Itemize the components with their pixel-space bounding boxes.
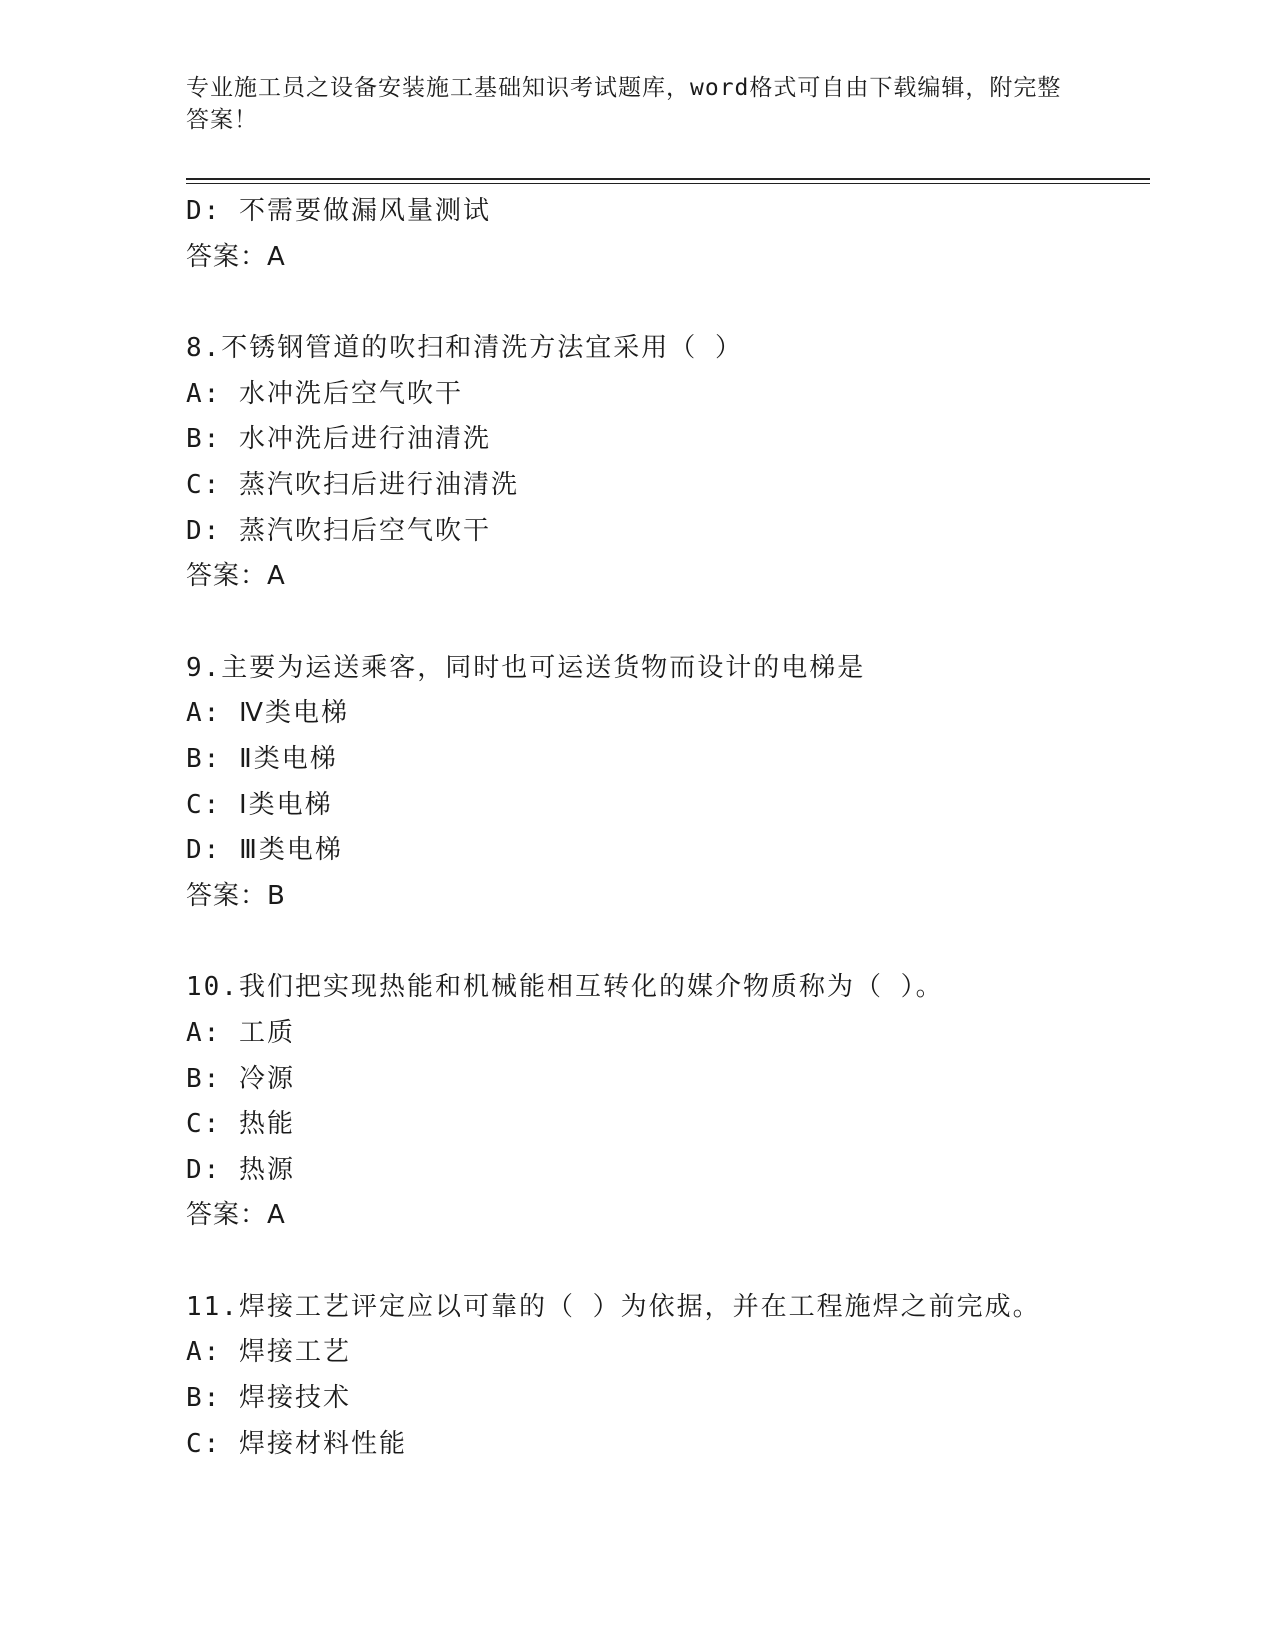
spacer (186, 600, 1150, 646)
answer: 答案：A (186, 561, 286, 592)
question-stem: 8.不锈钢管道的吹扫和清洗方法宜采用（ ） (186, 333, 743, 364)
question-stem: 11.焊接工艺评定应以可靠的（ ）为依据，并在工程施焊之前完成。 (186, 1291, 1041, 1322)
spacer (186, 1239, 1150, 1285)
option-d: D: 不需要做漏风量测试 (186, 196, 491, 226)
option-c: C: Ⅰ类电梯 (186, 789, 333, 820)
option-c: C: 焊接材料性能 (186, 1428, 407, 1459)
answer: 答案：A (186, 1200, 286, 1231)
option-b: B: 冷源 (186, 1063, 295, 1094)
option-a: A: 焊接工艺 (186, 1337, 351, 1368)
option-b: B: 水冲洗后进行油清洗 (186, 424, 491, 455)
header-divider-thick (186, 178, 1150, 180)
option-d: D: Ⅲ类电梯 (186, 835, 343, 866)
option-d: D: 热源 (186, 1154, 295, 1185)
option-d: D: 蒸汽吹扫后空气吹干 (186, 515, 491, 546)
option-b: B: Ⅱ类电梯 (186, 743, 338, 774)
answer: 答案：A (186, 241, 286, 272)
question-stem: 9.主要为运送乘客，同时也可运送货物而设计的电梯是 (186, 652, 866, 683)
spacer (186, 280, 1150, 326)
answer: 答案：B (186, 880, 286, 911)
option-c: C: 蒸汽吹扫后进行油清洗 (186, 469, 519, 500)
document-body (186, 189, 1150, 1467)
option-c: C: 热能 (186, 1109, 295, 1140)
question-stem: 10.我们把实现热能和机械能相互转化的媒介物质称为（ ）。 (186, 972, 944, 1003)
option-a: A: 工质 (186, 1017, 295, 1048)
option-b: B: 焊接技术 (186, 1383, 351, 1414)
option-a: A: Ⅳ类电梯 (186, 698, 349, 729)
option-a: A: 水冲洗后空气吹干 (186, 378, 463, 409)
document-header: 专业施工员之设备安装施工基础知识考试题库，word格式可自由下载编辑，附完整答案！ (186, 75, 1062, 133)
header-divider-thin (186, 183, 1150, 184)
spacer (186, 919, 1150, 965)
